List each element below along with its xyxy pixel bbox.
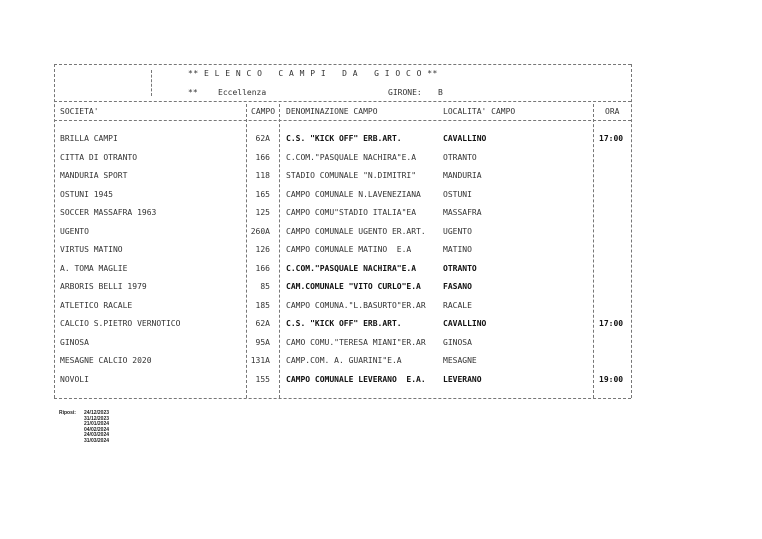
colhead-societa: SOCIETA'	[60, 107, 99, 116]
cell-campo: 126	[255, 245, 270, 254]
riposi-date: 31/03/2024	[84, 437, 110, 444]
cell-localita: LEVERANO	[443, 374, 482, 384]
cell-denominazione: CAMPO COMUNALE MATINO E.A	[286, 245, 412, 254]
riposi-date: 04/02/2024	[84, 426, 110, 433]
table-left-border	[54, 64, 55, 398]
riposi-date: 21/01/2024	[84, 421, 110, 428]
colhead-campo: CAMPO	[251, 107, 276, 116]
cell-campo: 260A	[250, 226, 270, 236]
cell-denominazione: STADIO COMUNALE "N.DIMITRI"	[286, 171, 417, 180]
cell-denominazione: CAMPO COMUNA."L.BASURTO"ER.AR	[286, 300, 426, 310]
cell-societa: OSTUNI 1945	[60, 189, 113, 199]
cell-campo: 118	[255, 171, 270, 180]
cell-localita: OSTUNI	[443, 189, 472, 199]
cell-denominazione: CAMPO COMUNALE UGENTO ER.ART.	[286, 226, 426, 236]
cell-campo: 165	[255, 189, 270, 199]
cell-campo: 125	[255, 208, 270, 217]
cell-localita: FASANO	[443, 282, 472, 291]
cell-localita: MASSAFRA	[443, 208, 482, 217]
cell-localita: UGENTO	[443, 226, 472, 236]
cell-ora: 19:00	[599, 374, 624, 384]
cell-campo: 166	[255, 263, 270, 273]
cell-campo: 185	[255, 300, 270, 310]
category-name: Eccellenza	[218, 88, 267, 97]
cell-ora: 17:00	[599, 134, 624, 143]
colhead-divider	[54, 120, 631, 121]
colhead-denominazione: DENOMINAZIONE CAMPO	[286, 107, 378, 116]
table-right-border	[631, 64, 632, 398]
cell-denominazione: CAMPO COMU"STADIO ITALIA"EA	[286, 208, 417, 217]
cell-denominazione: C.S. "KICK OFF" ERB.ART.	[286, 319, 402, 328]
cell-campo: 155	[255, 374, 270, 384]
group-value: B	[438, 88, 443, 97]
riposi-date: 24/12/2023	[84, 410, 110, 416]
col-divider-denominazione	[279, 104, 280, 398]
cell-societa: CITTA DI OTRANTO	[60, 152, 138, 162]
riposi-date: 24/03/2024	[84, 432, 110, 439]
cell-campo: 166	[255, 152, 270, 162]
cell-ora: 17:00	[599, 319, 624, 328]
cell-societa: VIRTUS MATINO	[60, 245, 123, 254]
cell-societa: A. TOMA MAGLIE	[60, 263, 128, 273]
colhead-localita: LOCALITA' CAMPO	[443, 107, 516, 116]
cell-campo: 85	[260, 282, 270, 291]
cell-societa: GINOSA	[60, 337, 89, 347]
cell-denominazione: C.COM."PASQUALE NACHIRA"E.A	[286, 263, 417, 273]
cell-denominazione: CAM.COMUNALE "VITO CURLO"E.A	[286, 282, 421, 291]
cell-societa: ARBORIS BELLI 1979	[60, 282, 147, 291]
group-label: GIRONE:	[388, 88, 422, 97]
cell-localita: OTRANTO	[443, 263, 477, 273]
colhead-ora: ORA	[605, 107, 620, 116]
cell-localita: CAVALLINO	[443, 319, 487, 328]
cell-denominazione: CAMP.COM. A. GUARINI"E.A	[286, 356, 402, 365]
cell-localita: MATINO	[443, 245, 472, 254]
cell-denominazione: CAMPO COMUNALE N.LAVENEZIANA	[286, 189, 421, 199]
cell-campo: 95A	[255, 337, 270, 347]
table-bottom-border	[54, 398, 631, 399]
cell-societa: UGENTO	[60, 226, 89, 236]
cell-localita: MANDURIA	[443, 171, 482, 180]
cell-societa: SOCCER MASSAFRA 1963	[60, 208, 157, 217]
cell-denominazione: CAMPO COMUNALE LEVERANO E.A.	[286, 374, 426, 384]
cell-societa: CALCIO S.PIETRO VERNOTICO	[60, 319, 181, 328]
cell-campo: 62A	[255, 319, 270, 328]
cell-localita: OTRANTO	[443, 152, 477, 162]
col-divider-ora	[593, 104, 594, 398]
header-left-divider	[151, 70, 152, 96]
riposi-date: 31/12/2023	[84, 415, 110, 422]
cell-societa: NOVOLI	[60, 374, 89, 384]
col-divider-campo	[246, 104, 247, 398]
cell-societa: ATLETICO RACALE	[60, 300, 133, 310]
category-prefix: **	[188, 88, 198, 97]
cell-campo: 131A	[250, 356, 270, 365]
cell-denominazione: C.COM."PASQUALE NACHIRA"E.A	[286, 152, 417, 162]
cell-denominazione: CAMO COMU."TERESA MIANI"ER.AR	[286, 337, 426, 347]
cell-localita: MESAGNE	[443, 356, 477, 365]
riposi-label: Riposi:	[59, 410, 76, 416]
cell-localita: RACALE	[443, 300, 472, 310]
cell-denominazione: C.S. "KICK OFF" ERB.ART.	[286, 134, 402, 143]
cell-societa: BRILLA CAMPI	[60, 134, 118, 143]
cell-localita: GINOSA	[443, 337, 472, 347]
cell-societa: MESAGNE CALCIO 2020	[60, 356, 152, 365]
riposi-dates	[84, 411, 109, 445]
cell-campo: 62A	[255, 134, 270, 143]
cell-localita: CAVALLINO	[443, 134, 487, 143]
header-divider	[54, 101, 631, 102]
table-top-border	[54, 64, 631, 65]
cell-societa: MANDURIA SPORT	[60, 171, 128, 180]
document-title: ** E L E N C O C A M P I D A G I O C O **	[188, 69, 438, 78]
